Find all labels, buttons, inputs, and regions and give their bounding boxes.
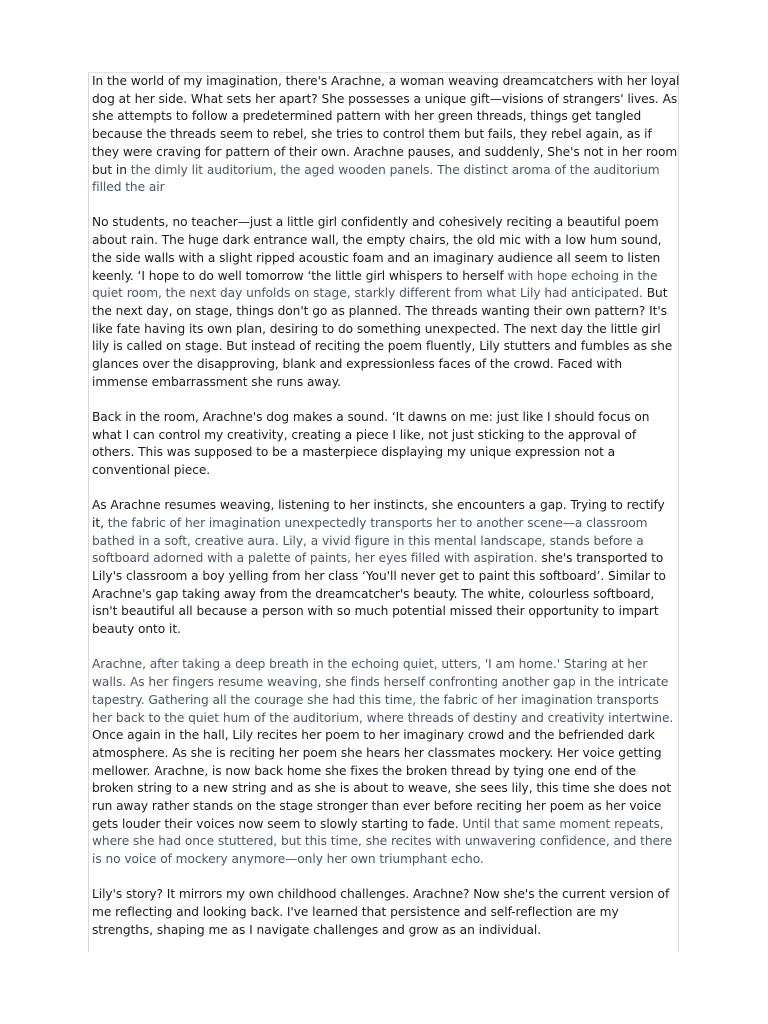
paragraph-5-tail-text: Until that same moment repeats, where she had once stuttered, but this time, she recites with unwavering confidence, and there is no voice of mockery anymore—only her own triumphant echo. bbox=[92, 816, 673, 867]
paragraph-3 bbox=[92, 409, 680, 480]
paragraph-3-text: Back in the room, Arachne's dog makes a sound. ‘It dawns on me: just like I should focus on what I can control my creativity, creating a piece I like, not just sticking to the approval of others. This was supposed to be a masterpiece displaying my unique expression not a conventional piece. bbox=[92, 409, 650, 478]
paragraph-2-text: No students, no teacher—just a little girl confidently and cohesively reciting a beautiful poem about rain. The huge dark entrance wall, the empty chairs, the old mic with a low hum sound, the side walls with a slight ripped acoustic foam and an imaginary audience all seem to listen keenly. ‘I hope to do well tomorrow ‘the little girl whispers to herself bbox=[92, 215, 662, 283]
paragraph-1-text: In the world of my imagination, there's Arachne, a woman weaving dreamcatchers with her loyal dog at her side. What sets her apart? She possesses a unique gift—visions of strangers' lives. As she attempts to follow a predetermined pattern with her green threads, things get tangled because the threads seem to rebel, she tries to control them but fails, they rebel again, as if they were craving for pattern of their own. Arachne pauses, and suddenly, She's not in her room but in bbox=[92, 74, 680, 177]
paragraph-4 bbox=[92, 497, 680, 639]
paragraph-2-tail-text: But the next day, on stage, things don't go as planned. The threads wanting their own pattern? It's like fate having its own plan, desiring to do something unexpected. The next day the little girl lily is called on stage. But instead of reciting the poem fluently, Lily stutters and fumbles as she glances over the disapproving, blank and expressionless faces of the crowd. Faced with immense embarrassment she runs away. bbox=[92, 286, 673, 389]
paragraph-5-muted-text: Arachne, after taking a deep breath in the echoing quiet, utters, 'I am home.' Staring at her walls. As her fingers resume weaving, she finds herself confronting another gap in the intricate tapestry. Gathering all the courage she had this time, the fabric of her imagination transports her back to the quiet hum of the auditorium, where threads of destiny and creativity intertwine. bbox=[92, 657, 674, 725]
paragraph-1 bbox=[92, 73, 680, 197]
paragraph-2-muted-text: with hope echoing in the quiet room, the next day unfolds on stage, starkly different from what Lily had anticipated. bbox=[92, 268, 658, 301]
paragraph-1-muted-text: the dimly lit auditorium, the aged wooden panels. The distinct aroma of the auditorium filled the air bbox=[92, 162, 660, 195]
paragraph-5 bbox=[92, 656, 680, 868]
paragraph-4-muted-text: the fabric of her imagination unexpectedly transports her to another scene—a classroom bathed in a soft, creative aura. Lily, a vivid figure in this mental landscape, stands before a softboard adorned with a palette of paints, her eyes filled with aspiration. bbox=[92, 515, 648, 566]
paragraph-6 bbox=[92, 886, 680, 939]
paragraph-2 bbox=[92, 214, 680, 391]
paragraph-4-text: As Arachne resumes weaving, listening to her instincts, she encounters a gap. Trying to rectify it, bbox=[92, 498, 665, 530]
essay-body bbox=[92, 73, 680, 957]
paragraph-5-text: Once again in the hall, Lily recites her poem to her imaginary crowd and the befriended dark atmosphere. As she is reciting her poem she hears her classmates mockery. Her voice getting mellower. Arachne, is now back home she fixes the broken thread by tying one end of the broken string to a new string and as she is about to weave, she sees lily, this time she does not run away rather stands on the stage stronger than ever before reciting her poem as her voice gets louder their voices now seem to slowly starting to fade. bbox=[92, 728, 672, 831]
paragraph-6-text: Lily's story? It mirrors my own childhood challenges. Arachne? Now she's the current version of me reflecting and looking back. I've learned that persistence and self-reflection are my strengths, shaping me as I navigate challenges and grow as an individual. bbox=[92, 887, 670, 937]
paragraph-4-tail-text: she's transported to Lily's classroom a boy yelling from her class ‘You'll never get to paint this softboard’. Similar to Arachne's gap taking away from the dreamcatcher's beauty. The white, colourless softboard, isn't beautiful all because a person with so much potential missed their opportunity to impart beauty onto it. bbox=[92, 551, 666, 637]
